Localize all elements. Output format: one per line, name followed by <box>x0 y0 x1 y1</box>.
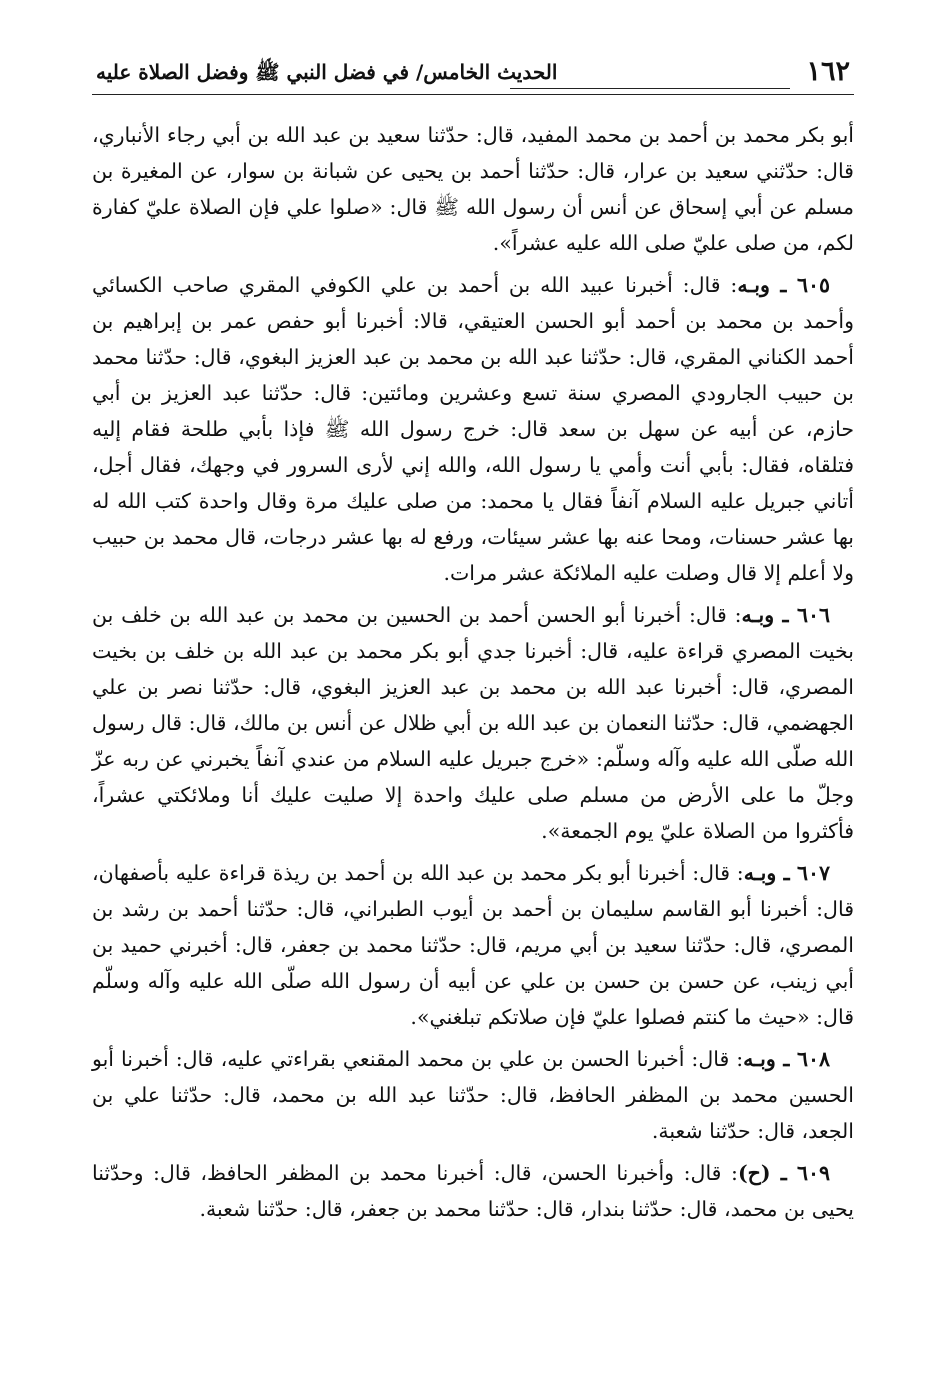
page-number: ١٦٢ <box>806 56 850 87</box>
page-body <box>92 117 854 1227</box>
hadith-number: ٦٠٧ ـ وبـه <box>743 861 830 885</box>
book-page <box>92 50 854 1233</box>
hadith-number: ٦٠٨ ـ وبـه <box>743 1047 830 1071</box>
paragraph <box>92 267 854 591</box>
paragraph-text: : قال: أخبرنا أبو بكر محمد بن عبد الله بن أحمد بن ريذة قراءة عليه بأصفهان، قال: أخبرنا أبو القاسم سليمان بن أحمد بن أيوب الطبراني، قال: حدّثنا أحمد بن رشد بن المصري، قال: حدّثنا سعيد بن أبي مريم، قال: حدّثنا محمد بن جعفر، قال: أخبرني حميد بن أبي زينب، عن حسن بن حسن بن علي عن أبيه أن رسول الله صلّى الله عليه وآله وسلّم قال: «حيث ما كنتم فصلوا عليّ فإن صلاتكم تبلغني». <box>92 861 854 1029</box>
paragraph <box>92 1041 854 1149</box>
paragraph-text: : قال: أخبرنا عبيد الله بن أحمد بن علي الكوفي المقري صاحب الكسائي وأحمد بن محمد بن أحمد أبو الحسن العتيقي، قالا: أخبرنا أبو حفص عمر بن إبراهيم بن أحمد الكناني المقري، قال: حدّثنا عبد الله بن محمد بن عبد العزيز البغوي، قال: حدّثنا محمد بن حبيب الجارودي المصري سنة تسع وعشرين ومائتين: قال: حدّثنا عبد العزيز بن أبي حازم، عن أبيه عن سهل بن سعد قال: خرج رسول الله ﷺ فإذا بأبي طلحة فقام إليه فتلقاه، فقال: بأبي أنت وأمي يا رسول الله، والله إني لأرى السرور في وجهك، فقال أجل، أتاني جبريل عليه السلام آنفاً فقال يا محمد: من صلى عليك مرة وقال واحدة كتب الله له بها عشر حسنات، ومحا عنه بها عشر سيئات، ورفع له بها عشر درجات، قال محمد بن حبيب ولا أعلم إلا قال وصلت عليه الملائكة عشر مرات. <box>92 273 854 585</box>
paragraph <box>92 1155 854 1227</box>
paragraph <box>92 597 854 849</box>
hadith-number: ٦٠٥ ـ وبـه <box>737 273 830 297</box>
paragraph-text: أبو بكر محمد بن أحمد بن محمد المفيد، قال: حدّثنا سعيد بن عبد الله بن أبي رجاء الأنباري، قال: حدّثني سعيد بن عرار، قال: حدّثنا أحمد بن يحيى عن شبانة بن سوار، عن المغيرة بن مسلم عن أبي إسحاق عن أنس أن رسول الله ﷺ قال: «صلوا علي فإن الصلاة عليّ كفارة لكم، من صلى عليّ صلى الله عليه عشراً». <box>92 123 854 255</box>
hadith-number: ٦٠٦ ـ وبـه <box>741 603 830 627</box>
paragraph-text: : قال: وأخبرنا الحسن، قال: أخبرنا محمد بن المظفر الحافظ، قال: وحدّثنا يحيى بن محمد، قال: حدّثنا بندار، قال: حدّثنا محمد بن جعفر، قال: حدّثنا شعبة. <box>92 1161 854 1221</box>
paragraph <box>92 117 854 261</box>
page-header <box>92 50 854 95</box>
paragraph-text: : قال: أخبرنا الحسن بن علي بن محمد المقنعي بقراءتي عليه، قال: أخبرنا أبو الحسين محمد بن المظفر الحافظ، قال: حدّثنا عبد الله بن محمد، قال: حدّثنا علي بن الجعد، قال: حدّثنا شعبة. <box>92 1047 854 1143</box>
paragraph-text: : قال: أخبرنا أبو الحسن أحمد بن الحسين بن محمد بن عبد الله بن خلف بن بخيت المصري قراءة عليه، قال: أخبرنا جدي أبو بكر محمد بن عبد الله بن خلف بن بخيت المصري، قال: أخبرنا عبد الله بن محمد بن عبد العزيز البغوي، قال: حدّثنا نصر بن علي الجهضمي، قال: حدّثنا النعمان بن عبد الله بن أبي ظلال عن أنس بن مالك، قال: قال رسول الله صلّى الله عليه وآله وسلّم: «خرج جبريل عليه السلام من عندي آنفاً يخبرني عن ربه عزّ وجلّ ما على الأرض من مسلم صلى عليك واحدة إلا صليت عليك أنا وملائكتي عشراً، فأكثروا من الصلاة عليّ يوم الجمعة». <box>92 603 854 843</box>
hadith-number: ٦٠٩ ـ (ح) <box>737 1161 830 1185</box>
running-title: الحديث الخامس/ في فضل النبي ﷺ وفضل الصلاة عليه <box>96 60 558 84</box>
paragraph <box>92 855 854 1035</box>
